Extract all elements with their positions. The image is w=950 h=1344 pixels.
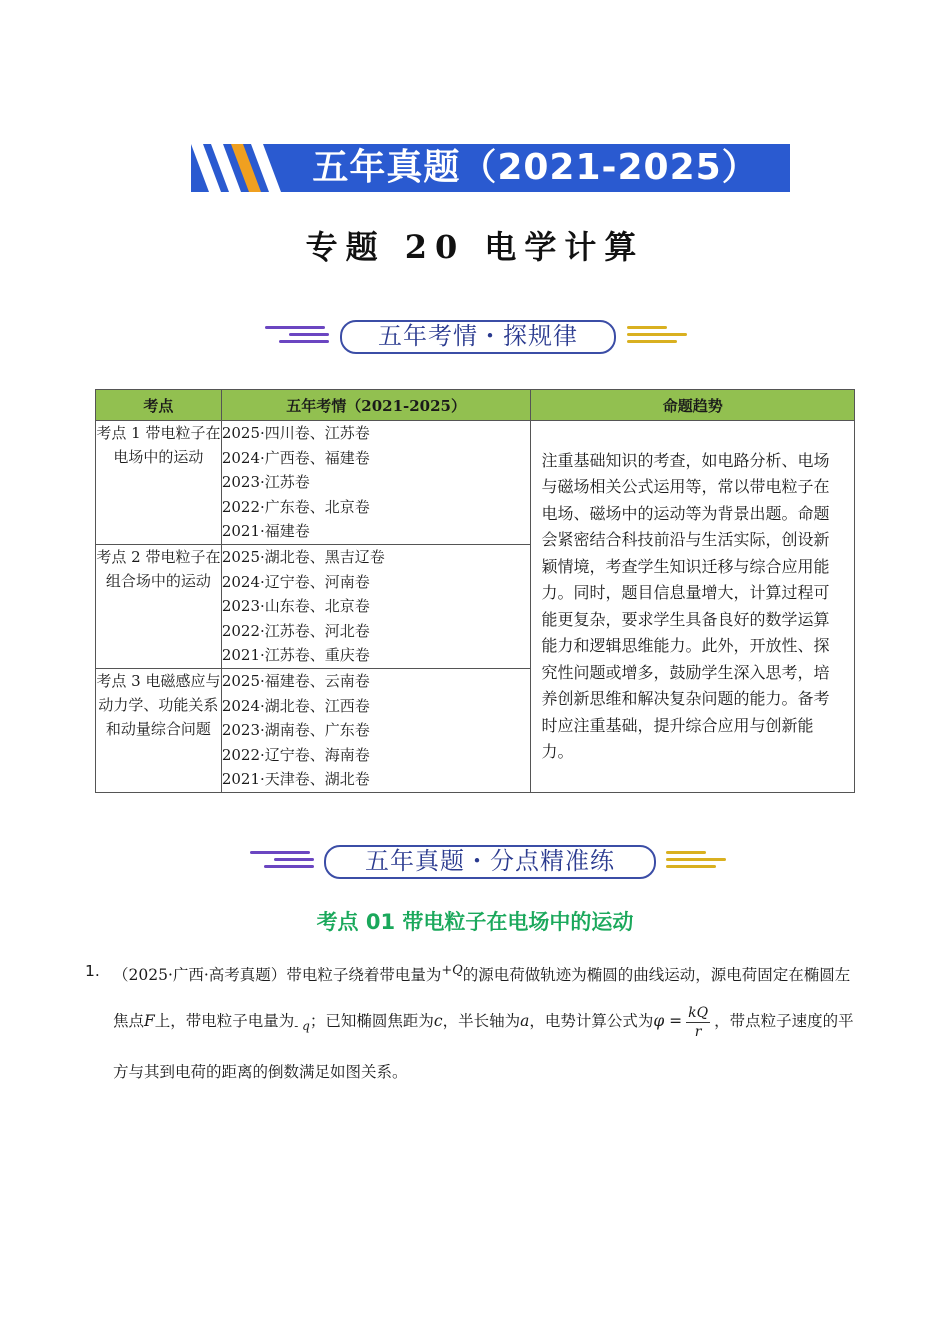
charge-positive: +Q — [441, 963, 463, 978]
knowledge-point-heading: 考点 01 带电粒子在电场中的运动 — [316, 910, 634, 934]
potential-fraction — [686, 1004, 710, 1041]
question-text — [85, 948, 855, 1095]
potential-symbol: φ = — [653, 1012, 683, 1031]
question-text-part: 带电粒子绕着带电量为 — [286, 966, 442, 985]
year-entry: 2021·福建卷 — [221, 522, 310, 541]
question-source: （2025·广西·高考真题） — [113, 966, 287, 985]
semi-major-axis-symbol: a — [520, 1012, 530, 1031]
section-header-trends — [265, 320, 690, 360]
banner-title: 五年真题（2021-2025） — [312, 147, 759, 188]
year-entry: 2024·湖北卷、江西卷 — [221, 696, 370, 715]
year-entry: 2022·广东卷、北京卷 — [221, 497, 370, 516]
left-lines-decoration — [265, 326, 331, 346]
right-lines-decoration — [666, 851, 732, 871]
years-cell — [221, 421, 531, 545]
year-entry: 2021·天津卷、湖北卷 — [221, 770, 370, 789]
question-text-part: ，半长轴为 — [442, 1012, 521, 1031]
focal-distance-symbol: c — [433, 1012, 443, 1031]
header-knowledge-point: 考点 — [96, 390, 222, 421]
table-header-row — [96, 390, 855, 421]
question-text-part: ，电势计算公式为 — [529, 1012, 654, 1031]
exam-trends-table — [95, 389, 855, 793]
focus-symbol: F — [144, 1012, 155, 1031]
topic-title: 专题 20 电学计算 — [305, 228, 645, 266]
section-pill-trends: 五年考情・探规律 — [340, 320, 616, 354]
section-header-practice — [250, 845, 730, 885]
trend-cell: 注重基础知识的考查，如电路分析、电场与磁场相关公式运用等，常以带电粒子在电场、磁场中的运动等为背景出题。命题会紧密结合科技前沿与生活实际，创设新颖情境，考查学生知识迁移与综合应用能力。同时，题目信息量增大，计算过程可能更复杂，要求学生具备良好的数学运算能力和逻辑思维能力。此外，开放性、探究性问题或增多，鼓励学生深入思考，培养创新思维和解决复杂问题的能力。备考时应注重基础，提升综合应用与创新能力。 — [531, 421, 855, 793]
year-entry: 2023·湖南卷、广东卷 — [221, 721, 370, 740]
header-five-year-exams: 五年考情（2021-2025） — [221, 390, 531, 421]
year-entry: 2023·江苏卷 — [221, 473, 310, 492]
fraction-denominator: r — [694, 1023, 702, 1040]
knowledge-point-cell: 考点 2 带电粒子在组合场中的运动 — [96, 545, 222, 669]
years-cell — [221, 669, 531, 793]
year-entry: 2021·江苏卷、重庆卷 — [221, 646, 370, 665]
question-text-part: ，带点粒子速度的平方与其到电荷的距离的倒数满足如图关系。 — [113, 1012, 854, 1082]
left-lines-decoration — [250, 851, 316, 871]
years-cell — [221, 545, 531, 669]
fraction-numerator: kQ — [688, 1004, 709, 1021]
stripes-decoration — [191, 144, 281, 192]
year-entry: 2022·辽宁卷、海南卷 — [221, 745, 370, 764]
header-trend: 命题趋势 — [531, 390, 855, 421]
knowledge-point-cell: 考点 3 电磁感应与动力学、功能关系和动量综合问题 — [96, 669, 222, 793]
year-entry: 2025·四川卷、江苏卷 — [221, 424, 370, 442]
year-entry: 2022·江苏卷、河北卷 — [221, 621, 370, 640]
year-entry: 2024·辽宁卷、河南卷 — [221, 572, 370, 591]
year-entry: 2024·广西卷、福建卷 — [221, 448, 370, 467]
knowledge-point-cell: 考点 1 带电粒子在电场中的运动 — [96, 421, 222, 545]
question-text-part: 上，带电粒子电量为 — [154, 1012, 295, 1031]
question-text-part: ；已知椭圆焦距为 — [309, 1012, 434, 1031]
right-lines-decoration — [627, 326, 693, 346]
title-banner — [191, 144, 790, 192]
question-1 — [85, 948, 855, 1095]
section-pill-practice: 五年真题・分点精准练 — [324, 845, 656, 879]
year-entry: 2025·湖北卷、黑吉辽卷 — [221, 548, 385, 566]
question-number: 1. — [85, 962, 100, 980]
year-entry: 2025·福建卷、云南卷 — [221, 672, 370, 690]
year-entry: 2023·山东卷、北京卷 — [221, 597, 370, 616]
charge-negative: - q — [294, 1019, 310, 1034]
question-text-part: 的源电荷做轨迹为椭圆的曲线运动，源电荷固定在椭圆左焦点 — [113, 966, 851, 1031]
table-row — [96, 421, 855, 545]
